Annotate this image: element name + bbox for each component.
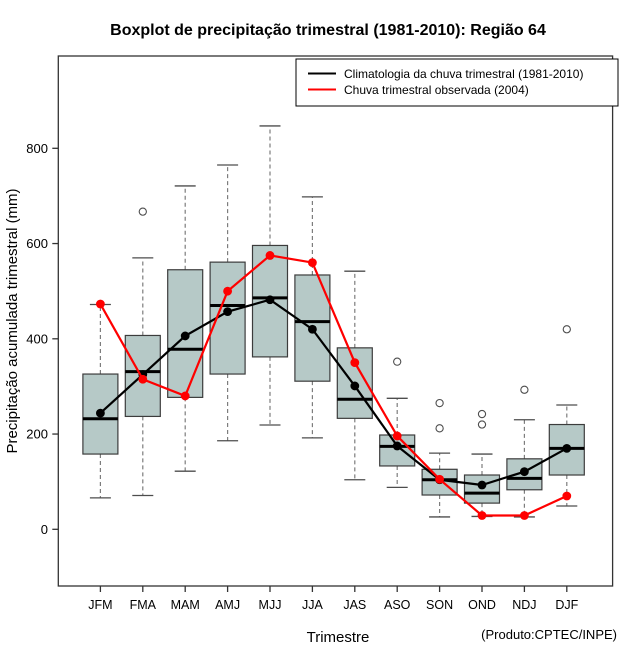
y-tick-label: 0: [40, 521, 48, 537]
y-tick-label: 600: [26, 236, 48, 252]
observed-point: [520, 511, 529, 520]
x-tick-label: ASO: [383, 598, 411, 612]
x-tick-label: JAS: [343, 598, 367, 612]
climatology-point: [308, 325, 317, 334]
observed-point: [96, 300, 105, 309]
chart-title: Boxplot de precipitação trimestral (1981-2010): Região 64: [110, 22, 546, 39]
x-tick-label: SON: [426, 598, 454, 612]
x-tick-label: AMJ: [215, 598, 241, 612]
climatology-point: [393, 442, 402, 451]
observed-point: [266, 251, 275, 260]
observed-point: [435, 475, 444, 484]
x-tick-label: JJA: [301, 598, 323, 612]
outlier-point: [436, 425, 443, 432]
y-tick-label: 200: [26, 426, 48, 442]
legend-label-observed: Chuva trimestral observada (2004): [344, 83, 529, 97]
outlier-point: [521, 386, 528, 393]
y-tick-label: 800: [26, 140, 48, 156]
observed-point: [223, 287, 232, 296]
observed-point: [478, 511, 487, 520]
observed-point: [138, 375, 147, 384]
legend-label-climatology: Climatologia da chuva trimestral (1981-2010): [344, 67, 584, 81]
outlier-point: [139, 208, 146, 215]
legend: [296, 59, 618, 106]
observed-point: [562, 492, 571, 501]
y-axis-label: Precipitação acumulada trimestral (mm): [4, 188, 21, 454]
plot-border: [58, 56, 612, 586]
climatology-point: [96, 409, 105, 418]
x-tick-label: JFM: [88, 598, 113, 612]
footnote: (Produto:CPTEC/INPE): [481, 627, 617, 642]
plot-area: [26, 56, 612, 612]
climatology-point: [520, 467, 529, 476]
observed-point: [393, 432, 402, 441]
x-tick-label: FMA: [129, 598, 156, 612]
climatology-point: [181, 332, 190, 341]
y-tick-label: 400: [26, 331, 48, 347]
climatology-point: [562, 444, 571, 453]
x-tick-label: NDJ: [512, 598, 537, 612]
climatology-point: [478, 481, 487, 490]
climatology-point: [223, 307, 232, 316]
outlier-point: [563, 326, 570, 333]
observed-point: [350, 358, 359, 367]
climatology-point: [350, 382, 359, 391]
outlier-point: [478, 410, 485, 417]
x-tick-label: MJJ: [258, 598, 282, 612]
outlier-point: [394, 358, 401, 365]
observed-point: [308, 258, 317, 267]
x-tick-label: MAM: [170, 598, 200, 612]
outlier-point: [436, 399, 443, 406]
climatology-point: [266, 295, 275, 304]
x-tick-label: DJF: [555, 598, 579, 612]
x-axis-label: Trimestre: [306, 629, 370, 646]
x-tick-label: OND: [468, 598, 496, 612]
observed-point: [181, 392, 190, 401]
outlier-point: [478, 421, 485, 428]
